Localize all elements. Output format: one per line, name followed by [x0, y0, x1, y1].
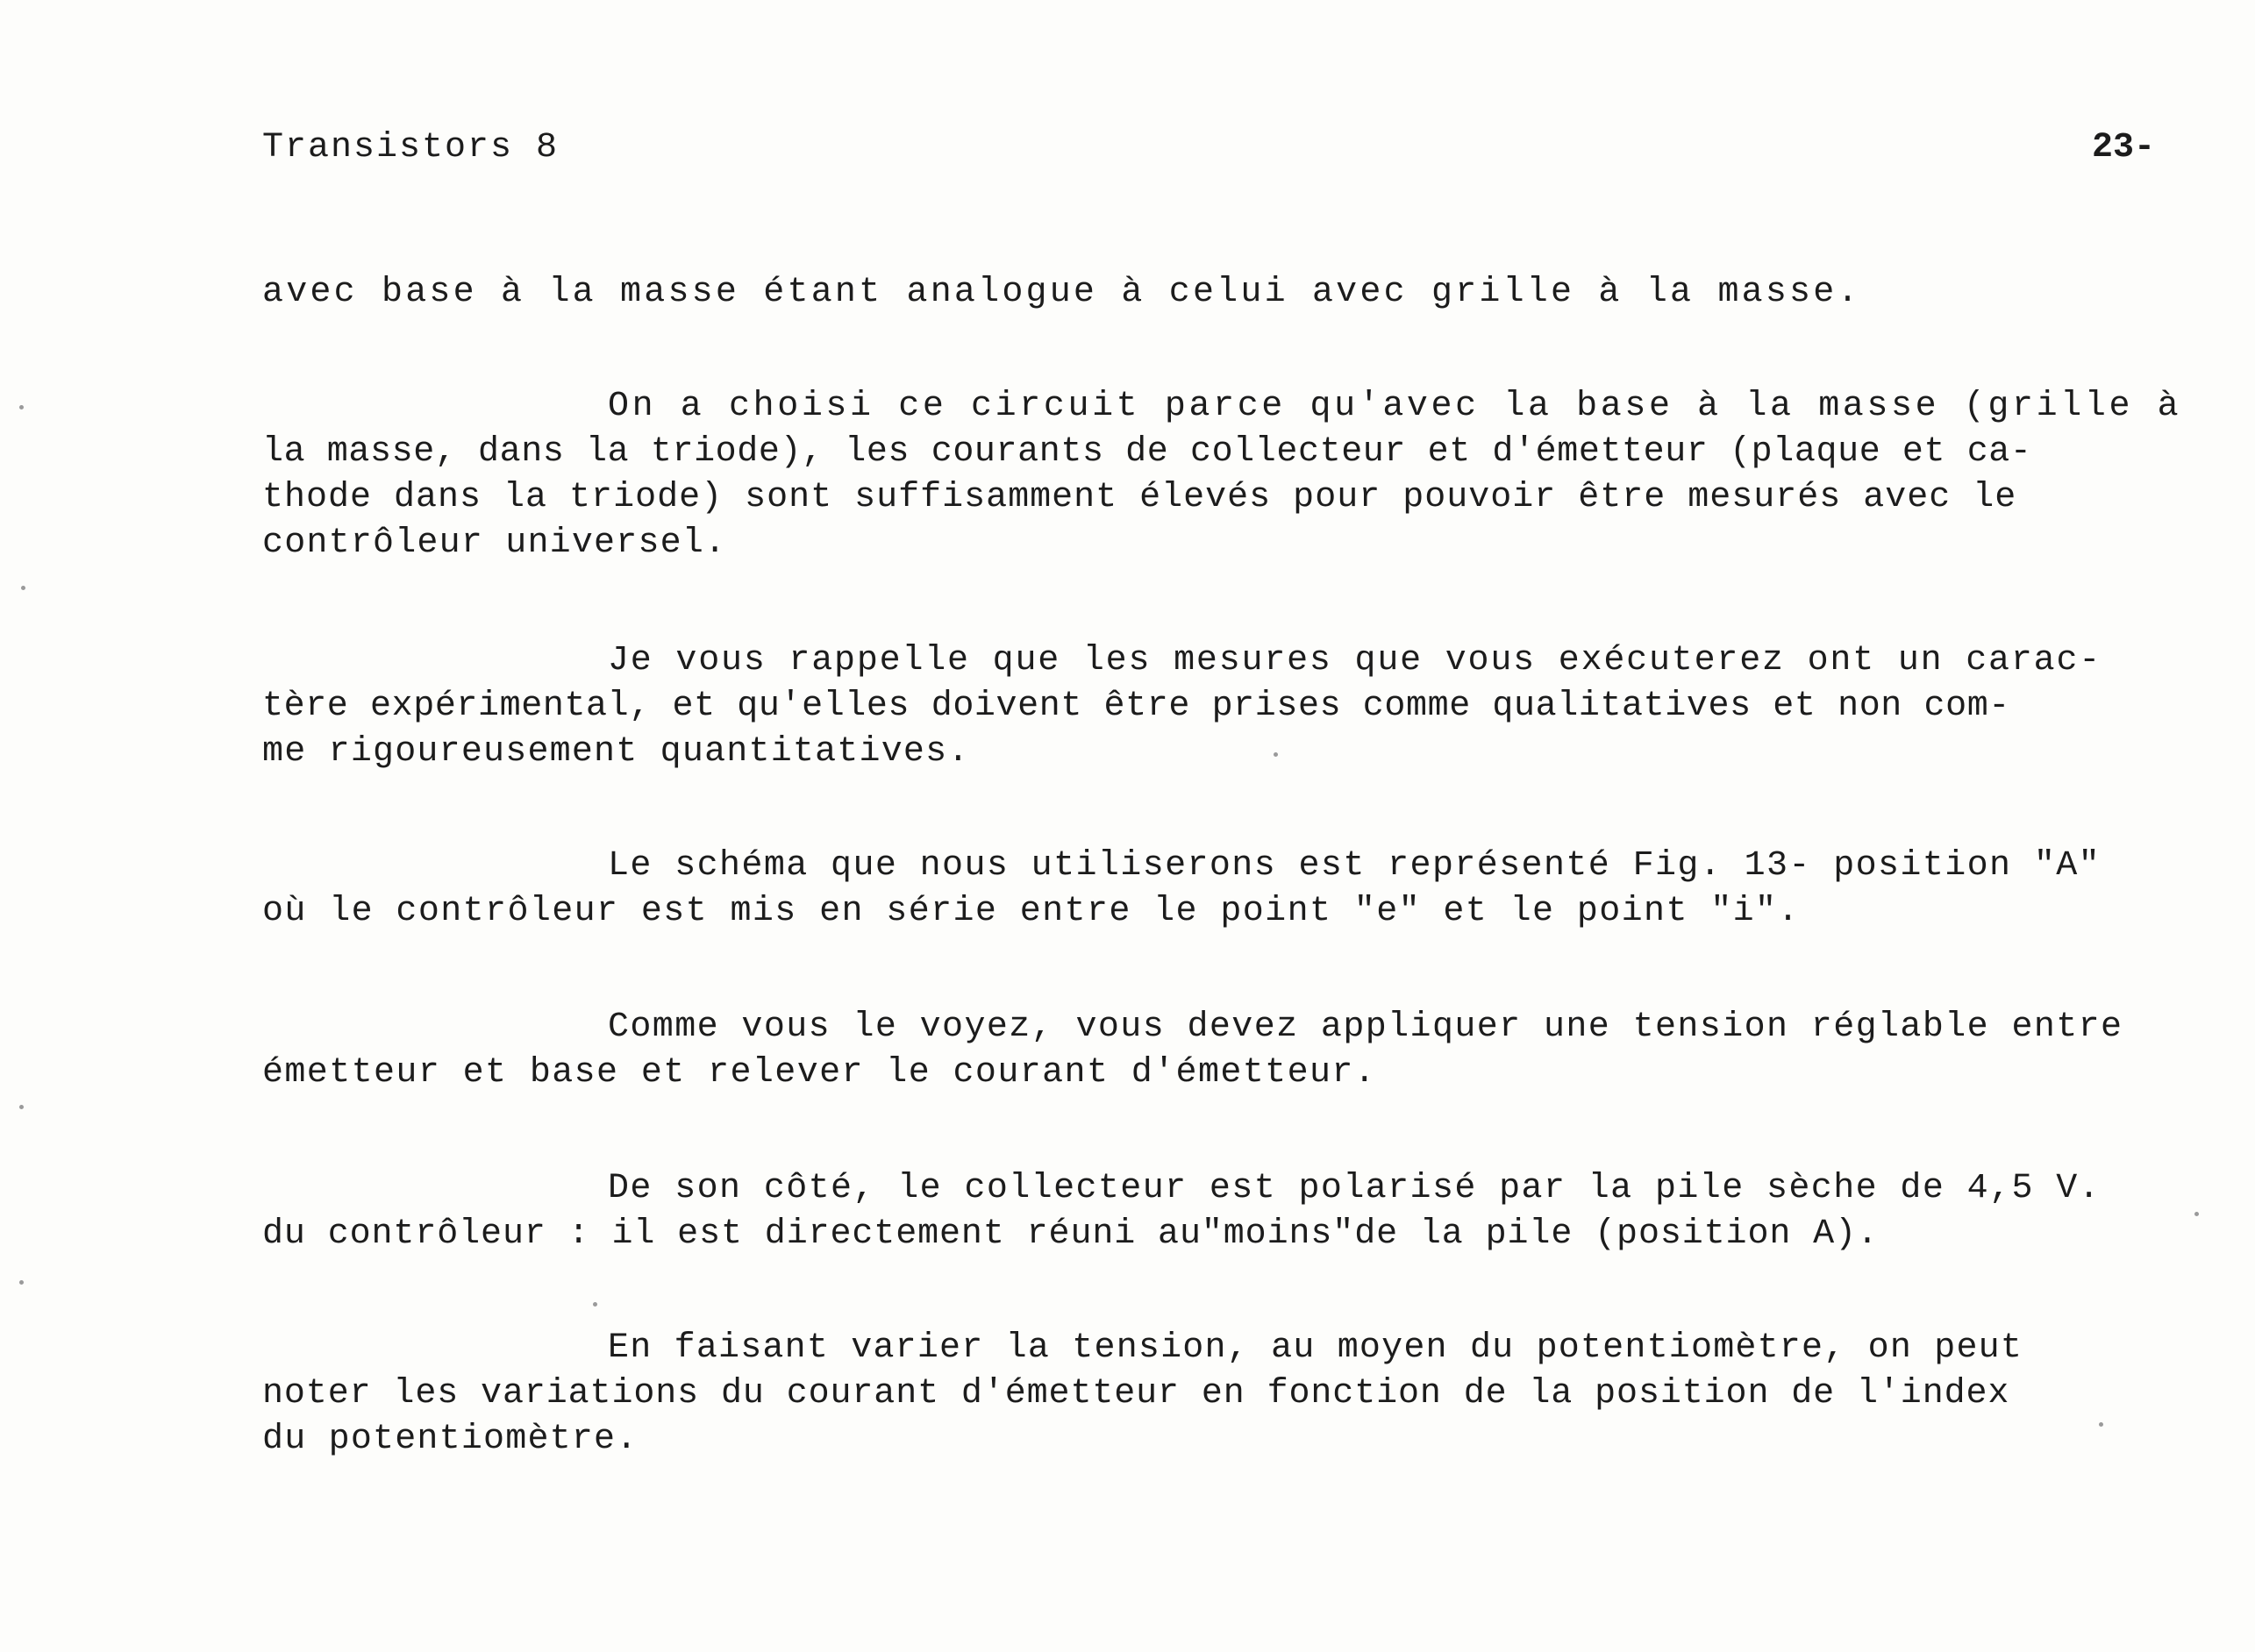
paragraph-3-line-2: tère expérimental, et qu'elles doivent être prises comme qualitatives et non com-: [262, 687, 2010, 726]
paragraph-7-line-3: du potentiomètre.: [262, 1420, 639, 1459]
paragraph-2-line-4: contrôleur universel.: [262, 523, 727, 563]
paragraph-7-line-1: En faisant varier la tension, au moyen du potentiomètre, on peut: [608, 1328, 2023, 1368]
paragraph-1-line-1: avec base à la masse étant analogue à celui avec grille à la masse.: [262, 273, 1861, 312]
scan-speck: [2194, 1212, 2199, 1216]
scan-speck: [2099, 1422, 2103, 1427]
paragraph-2-line-3: thode dans la triode) sont suffisamment élevés pour pouvoir être mesurés avec le: [262, 478, 2017, 517]
scan-speck: [19, 1280, 24, 1285]
paragraph-2-line-1: On a choisi ce circuit parce qu'avec la base à la masse (grille à: [608, 387, 2182, 426]
paragraph-5-line-1: Comme vous le voyez, vous devez appliquer une tension réglable entre: [608, 1008, 2123, 1047]
paragraph-5-line-2: émetteur et base et relever le courant d'émetteur.: [262, 1053, 1377, 1093]
running-header-title: Transistors 8: [262, 128, 560, 167]
paragraph-4-line-2: où le contrôleur est mis en série entre le point "e" et le point "i".: [262, 892, 1800, 931]
scan-speck: [19, 1105, 24, 1109]
scan-speck: [19, 405, 24, 409]
paragraph-3-line-1: Je vous rappelle que les mesures que vous exécuterez ont un carac-: [608, 641, 2102, 680]
scan-speck: [593, 1302, 597, 1307]
paragraph-2-line-2: la masse, dans la triode), les courants de collecteur et d'émetteur (plaque et ca-: [262, 432, 2032, 472]
scan-speck: [21, 586, 25, 590]
paragraph-3-line-3: me rigoureusement quantitatives.: [262, 732, 970, 772]
paragraph-6-line-1: De son côté, le collecteur est polarisé par la pile sèche de 4,5 V.: [608, 1169, 2102, 1208]
paragraph-7-line-2: noter les variations du courant d'émetteur en fonction de la position de l'index: [262, 1374, 2010, 1413]
page-number: 23-: [2092, 128, 2156, 167]
paragraph-4-line-1: Le schéma que nous utiliserons est représenté Fig. 13- position "A": [608, 846, 2102, 886]
scan-speck: [1274, 752, 1278, 757]
paragraph-6-line-2: du contrôleur : il est directement réuni au"moins"de la pile (position A).: [262, 1214, 1879, 1254]
